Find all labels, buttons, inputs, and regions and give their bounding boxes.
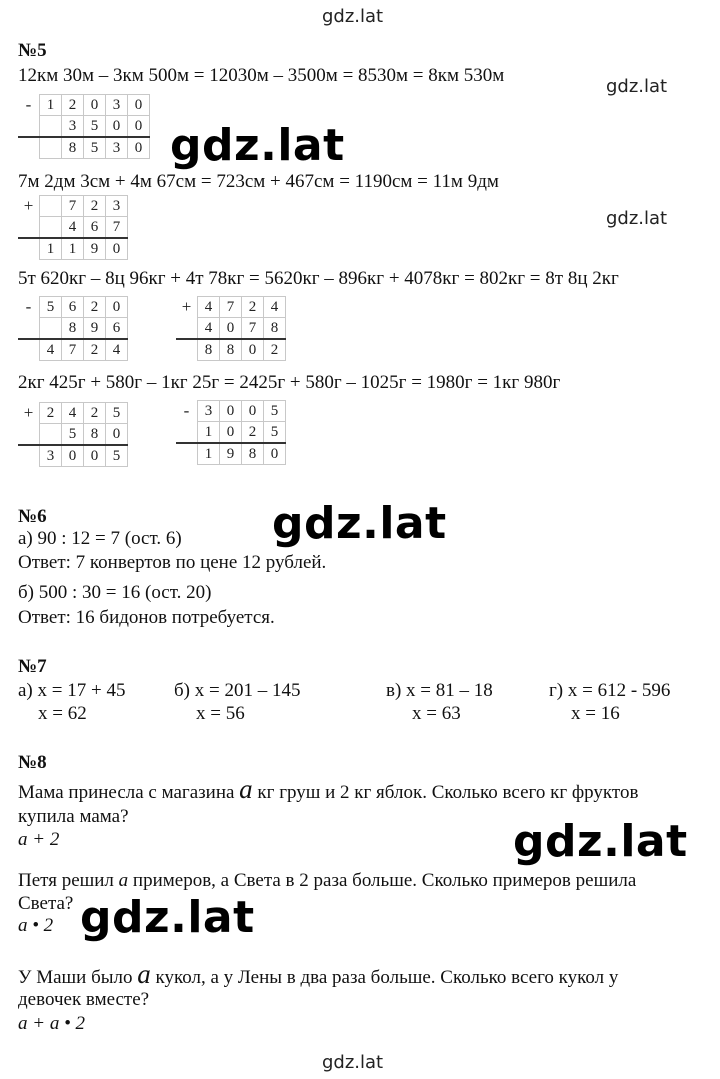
digit-cell: 4 <box>106 339 128 361</box>
task-8-problem-1 <box>18 774 639 804</box>
column-subtraction-3 <box>176 400 286 465</box>
digit-cell <box>40 137 62 159</box>
digit-cell: 0 <box>84 95 106 116</box>
digit-cell: 8 <box>264 318 286 340</box>
task-5-line-2: 7м 2дм 3см + 4м 67см = 723см + 467см = 1190см = 11м 9дм <box>18 171 499 192</box>
text-segment: Мама принесла с магазина <box>18 782 240 803</box>
digit-cell: 2 <box>84 297 106 318</box>
digit-cell: 3 <box>62 116 84 138</box>
digit-cell: 0 <box>106 116 128 138</box>
digit-cell: 2 <box>84 339 106 361</box>
digit-cell: 7 <box>62 196 84 217</box>
digit-cell: 0 <box>106 297 128 318</box>
text-segment: Петя решил <box>18 870 119 891</box>
watermark-big-2: gdz.lat <box>272 498 447 549</box>
digit-cell: 2 <box>264 339 286 361</box>
task-5-line-3: 5т 620кг – 8ц 96кг + 4т 78кг = 5620кг – 896кг + 4078кг = 802кг = 8т 8ц 2кг <box>18 268 619 289</box>
watermark-big-4: gdz.lat <box>80 892 255 943</box>
variable-a: а <box>137 959 151 989</box>
text-segment: У Маши было <box>18 967 138 988</box>
digit-cell: 2 <box>242 297 264 318</box>
task-8-title: №8 <box>18 752 47 773</box>
task-5-title: №5 <box>18 40 47 61</box>
digit-cell <box>40 217 62 239</box>
task-6-b-answer: Ответ: 16 бидонов потребуется. <box>18 607 275 628</box>
digit-cell: 3 <box>106 137 128 159</box>
task-6-a-answer: Ответ: 7 конвертов по цене 12 рублей. <box>18 552 327 573</box>
digit-cell: 9 <box>84 238 106 260</box>
digit-cell: 8 <box>62 137 84 159</box>
task-8-problem-1-line-2: купила мама? <box>18 806 129 827</box>
task-7-a-line-1: а) х = 17 + 45 <box>18 680 126 701</box>
digit-cell: 7 <box>106 217 128 239</box>
digit-cell <box>40 424 62 446</box>
digit-cell: 0 <box>220 422 242 444</box>
digit-cell: 8 <box>62 318 84 340</box>
digit-cell: 5 <box>62 424 84 446</box>
column-addition-1 <box>18 195 128 260</box>
digit-cell: 8 <box>198 339 220 361</box>
digit-cell: 2 <box>40 403 62 424</box>
digit-cell: 8 <box>242 443 264 465</box>
digit-cell: 0 <box>242 339 264 361</box>
digit-cell: 3 <box>106 196 128 217</box>
task-5-line-4: 2кг 425г + 580г – 1кг 25г = 2425г + 580г – 1025г = 1980г = 1кг 980г <box>18 372 561 393</box>
digit-cell: 6 <box>84 217 106 239</box>
digit-cell: 6 <box>62 297 84 318</box>
task-7-b-line-2: х = 56 <box>196 703 245 724</box>
digit-cell <box>40 318 62 340</box>
digit-cell: 5 <box>106 445 128 467</box>
task-7-c-line-1: в) х = 81 – 18 <box>386 680 493 701</box>
column-addition-2 <box>176 296 286 361</box>
digit-cell: 5 <box>84 137 106 159</box>
digit-cell: 7 <box>242 318 264 340</box>
operator-sign: - <box>25 297 32 316</box>
watermark-bottom: gdz.lat <box>322 1052 384 1073</box>
digit-cell <box>40 196 62 217</box>
digit-cell: 3 <box>106 95 128 116</box>
column-subtraction-1 <box>18 94 150 159</box>
task-5-line-1: 12км 30м – 3км 500м = 12030м – 3500м = 8530м = 8км 530м <box>18 65 505 86</box>
operator-sign: + <box>181 297 192 316</box>
digit-cell: 4 <box>62 403 84 424</box>
task-7-c-line-2: х = 63 <box>412 703 461 724</box>
digit-cell: 0 <box>220 318 242 340</box>
digit-cell: 0 <box>128 137 150 159</box>
operator-sign: + <box>23 196 34 215</box>
digit-cell: 0 <box>128 95 150 116</box>
digit-cell: 5 <box>40 297 62 318</box>
digit-cell: 5 <box>264 401 286 422</box>
operator-sign: - <box>183 401 190 420</box>
digit-cell: 1 <box>198 443 220 465</box>
digit-cell: 5 <box>264 422 286 444</box>
watermark-right-1: gdz.lat <box>606 76 668 97</box>
digit-cell: 1 <box>62 238 84 260</box>
digit-cell: 3 <box>198 401 220 422</box>
variable-a: а <box>239 774 253 804</box>
digit-cell: 0 <box>62 445 84 467</box>
watermark-right-2: gdz.lat <box>606 208 668 229</box>
digit-cell: 4 <box>264 297 286 318</box>
task-8-answer-1: a + 2 <box>18 829 60 850</box>
text-segment: кг груш и 2 кг яблок. Сколько всего кг фруктов <box>252 782 639 803</box>
task-7-a-line-2: х = 62 <box>38 703 87 724</box>
digit-cell: 0 <box>242 401 264 422</box>
digit-cell: 6 <box>106 318 128 340</box>
column-subtraction-2 <box>18 296 128 361</box>
task-7-b-line-1: б) х = 201 – 145 <box>174 680 301 701</box>
operator-sign: - <box>25 95 32 114</box>
variable-a: а <box>118 870 129 891</box>
digit-cell: 4 <box>198 297 220 318</box>
task-6-title: №6 <box>18 506 47 527</box>
digit-cell: 4 <box>198 318 220 340</box>
operator-sign: + <box>23 403 34 422</box>
digit-cell: 5 <box>106 403 128 424</box>
digit-cell: 0 <box>84 445 106 467</box>
digit-cell: 4 <box>40 339 62 361</box>
digit-cell: 1 <box>198 422 220 444</box>
text-segment: кукол, а у Лены в два раза больше. Сколько всего кукол у <box>150 967 619 988</box>
digit-cell: 0 <box>220 401 242 422</box>
digit-cell: 0 <box>264 443 286 465</box>
watermark-top: gdz.lat <box>322 6 384 27</box>
digit-cell <box>40 116 62 138</box>
digit-cell: 0 <box>128 116 150 138</box>
digit-cell: 7 <box>62 339 84 361</box>
digit-cell: 3 <box>40 445 62 467</box>
task-6-a: а) 90 : 12 = 7 (ост. 6) <box>18 528 182 549</box>
digit-cell: 9 <box>220 443 242 465</box>
task-7-d-line-1: г) х = 612 - 596 <box>549 680 671 701</box>
task-8-problem-2 <box>18 870 636 892</box>
digit-cell: 9 <box>84 318 106 340</box>
digit-cell: 8 <box>220 339 242 361</box>
task-6-b: б) 500 : 30 = 16 (ост. 20) <box>18 582 212 603</box>
task-8-problem-3 <box>18 959 619 989</box>
task-8-problem-2-line-2: Света? <box>18 893 74 914</box>
task-8-problem-3-line-2: девочек вместе? <box>18 989 150 1010</box>
digit-cell: 2 <box>84 196 106 217</box>
task-7-d-line-2: х = 16 <box>571 703 620 724</box>
digit-cell: 2 <box>62 95 84 116</box>
digit-cell: 5 <box>84 116 106 138</box>
task-8-answer-3: a + a • 2 <box>18 1013 85 1034</box>
task-7-title: №7 <box>18 656 47 677</box>
column-addition-3 <box>18 402 128 467</box>
watermark-big-3: gdz.lat <box>513 816 688 867</box>
digit-cell: 1 <box>40 238 62 260</box>
text-segment: примеров, а Света в 2 раза больше. Сколько примеров решила <box>128 870 637 891</box>
watermark-big-1: gdz.lat <box>170 120 345 171</box>
digit-cell: 0 <box>106 238 128 260</box>
digit-cell: 2 <box>84 403 106 424</box>
digit-cell: 7 <box>220 297 242 318</box>
digit-cell: 1 <box>40 95 62 116</box>
digit-cell: 2 <box>242 422 264 444</box>
digit-cell: 4 <box>62 217 84 239</box>
digit-cell: 8 <box>84 424 106 446</box>
digit-cell: 0 <box>106 424 128 446</box>
task-8-answer-2: a • 2 <box>18 915 54 936</box>
